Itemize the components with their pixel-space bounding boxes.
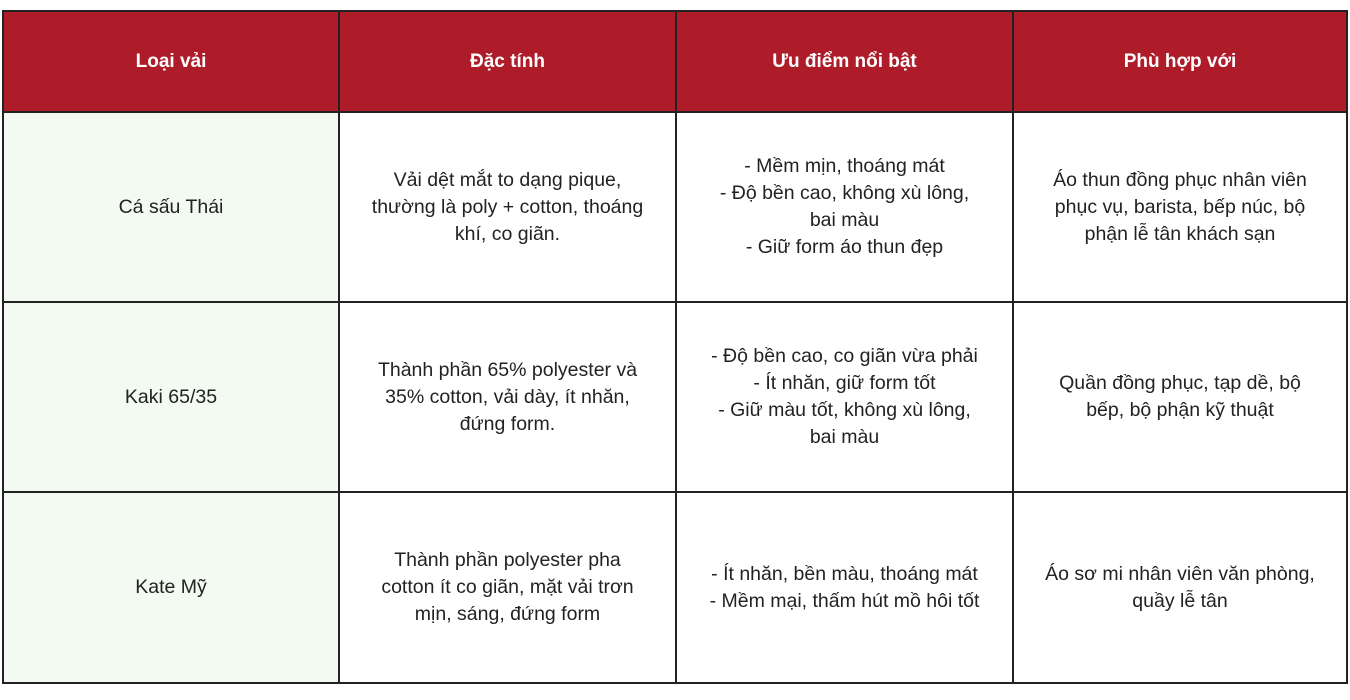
row-3-advantages: - Ít nhăn, bền màu, thoáng mát - Mềm mại, thấm hút mồ hôi tốt	[677, 493, 1014, 682]
row-2-advantages: - Độ bền cao, co giãn vừa phải - Ít nhăn, giữ form tốt - Giữ màu tốt, không xù lông, bai màu	[677, 303, 1014, 493]
row-1-suitable-for: Áo thun đồng phục nhân viên phục vụ, barista, bếp núc, bộ phận lễ tân khách sạn	[1014, 113, 1346, 303]
row-3-fabric: Kate Mỹ	[4, 493, 340, 682]
fabric-comparison-table	[2, 10, 1348, 684]
row-2-fabric: Kaki 65/35	[4, 303, 340, 493]
header-fabric-type: Loại vải	[4, 12, 340, 113]
header-properties: Đặc tính	[340, 12, 677, 113]
row-2-suitable-for: Quần đồng phục, tạp dề, bộ bếp, bộ phận kỹ thuật	[1014, 303, 1346, 493]
row-1-properties: Vải dệt mắt to dạng pique, thường là poly + cotton, thoáng khí, co giãn.	[340, 113, 677, 303]
header-advantages: Ưu điểm nổi bật	[677, 12, 1014, 113]
row-2-properties: Thành phần 65% polyester và 35% cotton, vải dày, ít nhăn, đứng form.	[340, 303, 677, 493]
row-3-properties: Thành phần polyester pha cotton ít co giãn, mặt vải trơn mịn, sáng, đứng form	[340, 493, 677, 682]
row-1-advantages: - Mềm mịn, thoáng mát - Độ bền cao, không xù lông, bai màu - Giữ form áo thun đẹp	[677, 113, 1014, 303]
header-suitable-for: Phù hợp với	[1014, 12, 1346, 113]
row-3-suitable-for: Áo sơ mi nhân viên văn phòng, quầy lễ tân	[1045, 562, 1315, 612]
row-1-fabric: Cá sấu Thái	[4, 113, 340, 303]
